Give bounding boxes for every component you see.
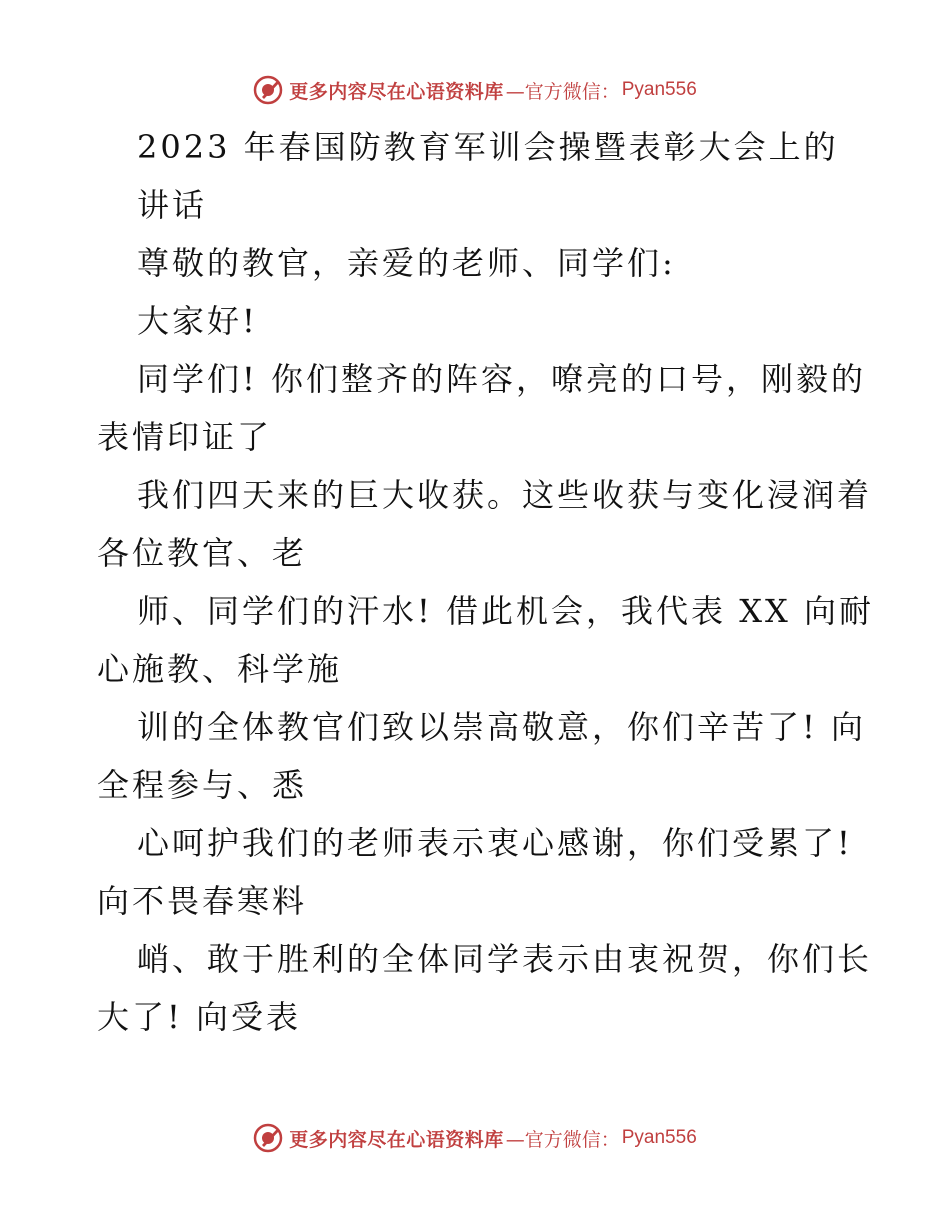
text-line: 表情印证了 — [97, 418, 273, 456]
quill-logo-icon — [253, 1123, 283, 1153]
text-line: 各位教官、老 — [97, 534, 308, 572]
document-body — [97, 118, 874, 1046]
text-line: 大家好! — [137, 302, 258, 340]
banner-separator: —官方微信： — [505, 1128, 620, 1151]
text-line: 2023 年春国防教育军训会操暨表彰大会上的 — [137, 128, 839, 166]
text-line: 心施教、科学施 — [97, 650, 343, 688]
text-line: 师、同学们的汗水! 借此机会，我代表 XX 向耐 — [137, 592, 874, 630]
text-line: 讲话 — [137, 186, 208, 224]
banner-text: 更多内容尽在心语资料库 — [289, 1128, 504, 1151]
text-line: 峭、敢于胜利的全体同学表示由衷祝贺，你们长 — [137, 940, 873, 978]
text-line: 心呵护我们的老师表示衷心感谢，你们受累了! — [137, 824, 853, 862]
footer-banner — [0, 1118, 950, 1158]
header-banner — [0, 70, 950, 110]
text-line: 全程参与、悉 — [97, 766, 308, 804]
text-line: 向不畏春寒料 — [97, 882, 308, 920]
text-line: 我们四天来的巨大收获。这些收获与变化浸润着 — [137, 476, 873, 514]
quill-logo-icon — [253, 75, 283, 105]
text-line: 训的全体教官们致以崇高敬意，你们辛苦了! 向 — [137, 708, 867, 746]
banner-text: 更多内容尽在心语资料库 — [289, 80, 504, 103]
text-line: 尊敬的教官，亲爱的老师、同学们: — [137, 244, 676, 282]
text-line: 同学们! 你们整齐的阵容，嘹亮的口号，刚毅的 — [137, 360, 867, 398]
banner-wechat-id: Pyan556 — [621, 79, 697, 100]
banner-wechat-id: Pyan556 — [621, 1127, 697, 1148]
text-line: 大了! 向受表 — [97, 998, 302, 1036]
banner-separator: —官方微信： — [505, 80, 620, 103]
